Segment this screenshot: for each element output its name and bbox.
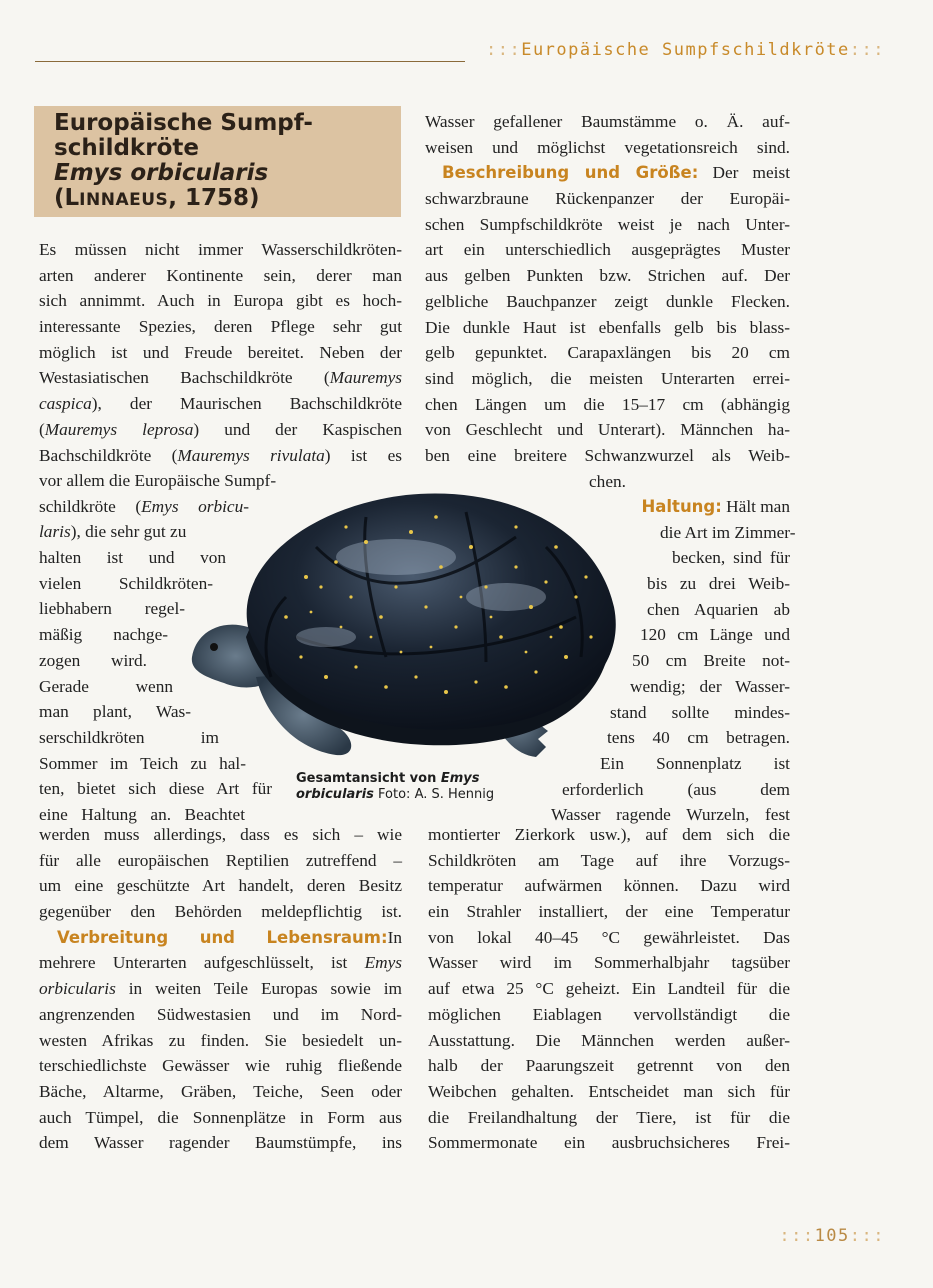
section-line-6: terschiedlichste Gewässer wie ruhig fließende (39, 1056, 402, 1076)
haltung-line-13: Sommermonate ein ausbruchsicheres Frei- (428, 1133, 790, 1153)
desc-line-1: schwarzbraune Rückenpanzer der Europäi- (425, 189, 790, 209)
section-line-9: dem Wasser ragender Baumstümpfe, ins (39, 1133, 402, 1153)
author-rest: INNAEUS (79, 190, 169, 210)
section-line-2a: mehrere Unterarten aufgeschlüsselt, ist (39, 953, 365, 973)
left-line-10: vor allem die Europäische Sumpf- (39, 471, 277, 490)
haltung-wrap-5: 120 cm Länge und (640, 625, 790, 645)
haltung-line-3: temperatur aufwärmen können. Dazu wird (428, 876, 790, 896)
tail-line-2: für alle europäischen Reptilien zutreffend – (39, 850, 402, 870)
haltung-first-words: Hält man (726, 497, 790, 516)
left-line-4: interessante Spezies, deren Pflege sehr gut (39, 317, 402, 337)
desc-line-3: art ein unterschiedlich ausgeprägtes Muster (425, 240, 790, 260)
desc-line-11: ben eine breitere Schwanzwurzel als Weib- (425, 445, 790, 465)
right-column-bottom (428, 822, 790, 1156)
haltung-line-4: ein Strahler installiert, der eine Temperatur (428, 902, 790, 922)
desc-first-words: Der meist (712, 163, 790, 183)
left-line-7a: caspica (39, 394, 92, 414)
haltung-line-1: montierter Zierkork usw.), auf dem sich die (428, 825, 790, 844)
haltung-line-8: möglichen Eiablagen vervollständigt die (428, 1004, 790, 1024)
left-line-7b: ), der Maurischen Bachschildkröte (91, 394, 402, 414)
haltung-wrap-11: erforderlich (aus dem (562, 779, 790, 799)
page-number (779, 1226, 885, 1246)
caption-line-2 (296, 787, 494, 803)
author-year: , 1758) (168, 185, 260, 211)
caption-species-1: Emys (440, 771, 480, 786)
section-line-2b: Emys (364, 953, 402, 973)
article-title-box (34, 106, 401, 217)
wrap-line-2: vielen Schildkröten- (39, 573, 213, 593)
left-line-1: Es müssen nicht immer Wasserschildkröten- (39, 240, 402, 259)
tail-line-1: werden muss allerdings, dass es sich – wie (39, 825, 402, 844)
running-head-title: Europäische Sumpfschildkröte (521, 40, 850, 60)
haltung-line-9: Ausstattung. Die Männchen werden außer- (428, 1030, 790, 1050)
haltung-line-6: Wasser wird im Sommerhalbjahr tagsüber (428, 953, 790, 973)
desc-line-12: chen. (589, 471, 626, 491)
haltung-wrap-10: Ein Sonnenplatz ist (600, 753, 790, 773)
left-line-9 (39, 443, 402, 469)
haltung-wrap-7: wendig; der Wasser- (630, 676, 790, 696)
left-column-top (39, 237, 402, 468)
right-column-top (425, 109, 790, 494)
left-line-11b: Emys orbicu- (141, 496, 249, 516)
left-line-12b: ), die sehr gut zu (70, 522, 187, 542)
folio-dots-left: ::: (779, 1226, 815, 1246)
haltung-line-10: halb der Paarungszeit getrennt von den (428, 1056, 790, 1076)
left-line-9c: ) ist es (324, 445, 402, 465)
wrap-line-1: halten ist und von (39, 548, 226, 568)
section-line-8: auch Tümpel, die Sonnenplätze in Form aus (39, 1107, 402, 1127)
caption-credit: Foto: A. S. Hennig (373, 787, 495, 802)
left-line-12a: laris (39, 522, 71, 542)
tail-line-4: gegenüber den Behörden meldepflichtig ist. (39, 902, 402, 922)
left-line-7 (39, 391, 402, 417)
left-line-2: arten anderer Kontinente sein, derer man (39, 265, 402, 285)
caption-bold: Gesamtansicht von (296, 771, 441, 786)
desc-line-8: sind möglich, die meisten Unterarten errei- (425, 368, 790, 388)
section-line-7: Bäche, Altarme, Gräben, Teiche, Seen oder (39, 1081, 402, 1101)
turtle-carapace (247, 494, 616, 730)
left-line-6a: Westasiatischen Bachschildkröte ( (39, 368, 330, 388)
haltung-wrap-1: die Art im Zimmer- (660, 522, 796, 542)
section-heading-beschreibung: Beschreibung und Größe: (442, 163, 699, 183)
running-head (486, 40, 885, 60)
left-line-9a: Bachschildkröte ( (39, 445, 178, 465)
haltung-wrap-8: stand sollte mindes- (610, 702, 790, 722)
author-citation (54, 186, 313, 213)
wrap-line-8: serschildkröten im (39, 727, 219, 747)
left-line-3: sich annimmt. Auch in Europa gibt es hoch- (39, 291, 402, 311)
desc-line-2: schen Sumpfschildkröte weist je nach Unter- (425, 214, 790, 234)
right-intro-2: weisen und möglichst vegetationsreich sind. (425, 137, 790, 157)
left-line-8b: Mauremys leprosa (44, 419, 194, 439)
desc-line-10: von Geschlecht und Unterart). Männchen ha- (425, 420, 790, 440)
section-line-5: westen Afrikas zu finden. Sie besiedelt un- (39, 1030, 402, 1050)
haltung-line-5: von lokal 40–45 °C gewährleistet. Das (428, 927, 790, 947)
left-line-5: möglich ist und Freude bereitet. Neben der (39, 342, 402, 362)
section-heading-line (39, 925, 402, 951)
desc-line-5: gelbliche Bauchpanzer zeigt dunkle Flecken. (425, 291, 790, 311)
section-line-3 (39, 976, 402, 1002)
desc-line-9: chen Längen um die 15–17 cm (abhängig (425, 394, 790, 414)
desc-line-7: gelb gepunktet. Carapaxlängen bis 20 cm (425, 343, 790, 363)
running-head-dots-right: ::: (849, 40, 885, 60)
scientific-name: Emys orbicularis (54, 160, 269, 186)
haltung-line-7: auf etwa 25 °C geheizt. Ein Landteil für die (428, 979, 790, 999)
left-line-8 (39, 417, 402, 443)
running-head-dots-left: ::: (485, 40, 522, 60)
section-line-4: angrenzenden Südwestasien und im Nord- (39, 1004, 402, 1024)
folio-number: 105 (814, 1226, 850, 1246)
caption-species-2: orbicularis (296, 787, 374, 802)
haltung-wrap-3: bis zu drei Weib- (647, 574, 790, 594)
author-open: ( (54, 185, 65, 211)
wrap-line-11: eine Haltung an. Beachtet (39, 804, 245, 824)
left-line-8c: ) und der Kaspischen (193, 419, 402, 439)
tail-line-3: um eine geschützte Art handelt, deren Besitz (39, 876, 402, 896)
haltung-wrap-2: becken, sind für (672, 548, 790, 568)
left-line-11a: schildkröte ( (39, 496, 142, 516)
wrap-line-6: Gerade wenn (39, 676, 173, 696)
title-line-1: Europäische Sumpf- (54, 110, 313, 136)
left-line-9b: Mauremys rivulata (177, 445, 325, 465)
section-line-3b: in weiten Teile Europas sowie im (115, 979, 402, 999)
wrap-line-3: liebhabern regel- (39, 599, 185, 619)
left-line-6 (39, 365, 402, 391)
section-heading-verbreitung: Verbreitung und Lebensraum: (57, 927, 388, 947)
wrap-line-7: man plant, Was- (39, 702, 191, 722)
turtle-photo (186, 487, 622, 771)
right-intro-1: Wasser gefallener Baumstämme o. Ä. auf- (425, 112, 790, 131)
left-column-bottom (39, 822, 402, 1156)
article-title (54, 111, 313, 213)
figure-caption (296, 771, 494, 803)
haltung-line-11: Weibchen gehalten. Entscheidet man sich für (428, 1081, 790, 1101)
haltung-wrap-12: Wasser ragende Wurzeln, fest (551, 805, 790, 825)
section-first-word: In (387, 927, 402, 947)
section-heading-haltung: Haltung: (641, 497, 722, 516)
caption-line-1 (296, 771, 494, 787)
desc-line-6: Die dunkle Haut ist ebenfalls gelb bis blass- (425, 317, 790, 337)
haltung-line-12: die Freilandhaltung der Tiere, ist für die (428, 1107, 790, 1127)
haltung-wrap-9: tens 40 cm betragen. (607, 728, 790, 748)
wrap-line-4: mäßig nachge- (39, 625, 168, 645)
haltung-wrap-6: 50 cm Breite not- (632, 651, 790, 671)
folio-dots-right: ::: (849, 1226, 885, 1246)
title-line-2: schildkröte (54, 135, 199, 161)
header-rule (35, 61, 465, 62)
author-initial: L (64, 185, 80, 211)
left-line-6b: Mauremys (329, 368, 402, 388)
haltung-wrap-4: chen Aquarien ab (647, 599, 790, 619)
section-line-3a: orbicularis (39, 979, 116, 999)
left-line-8a: ( (39, 419, 45, 439)
desc-heading-line (425, 160, 790, 186)
wrap-line-9: Sommer im Teich zu hal- (39, 753, 246, 773)
wrap-line-5: zogen wird. (39, 650, 147, 670)
desc-line-4: aus gelben Punkten bzw. Strichen auf. Der (425, 266, 790, 286)
wrap-line-10: ten, bietet sich diese Art für (39, 779, 272, 799)
section-line-2 (39, 950, 402, 976)
haltung-line-2: Schildkröten am Tage auf ihre Vorzugs- (428, 850, 790, 870)
